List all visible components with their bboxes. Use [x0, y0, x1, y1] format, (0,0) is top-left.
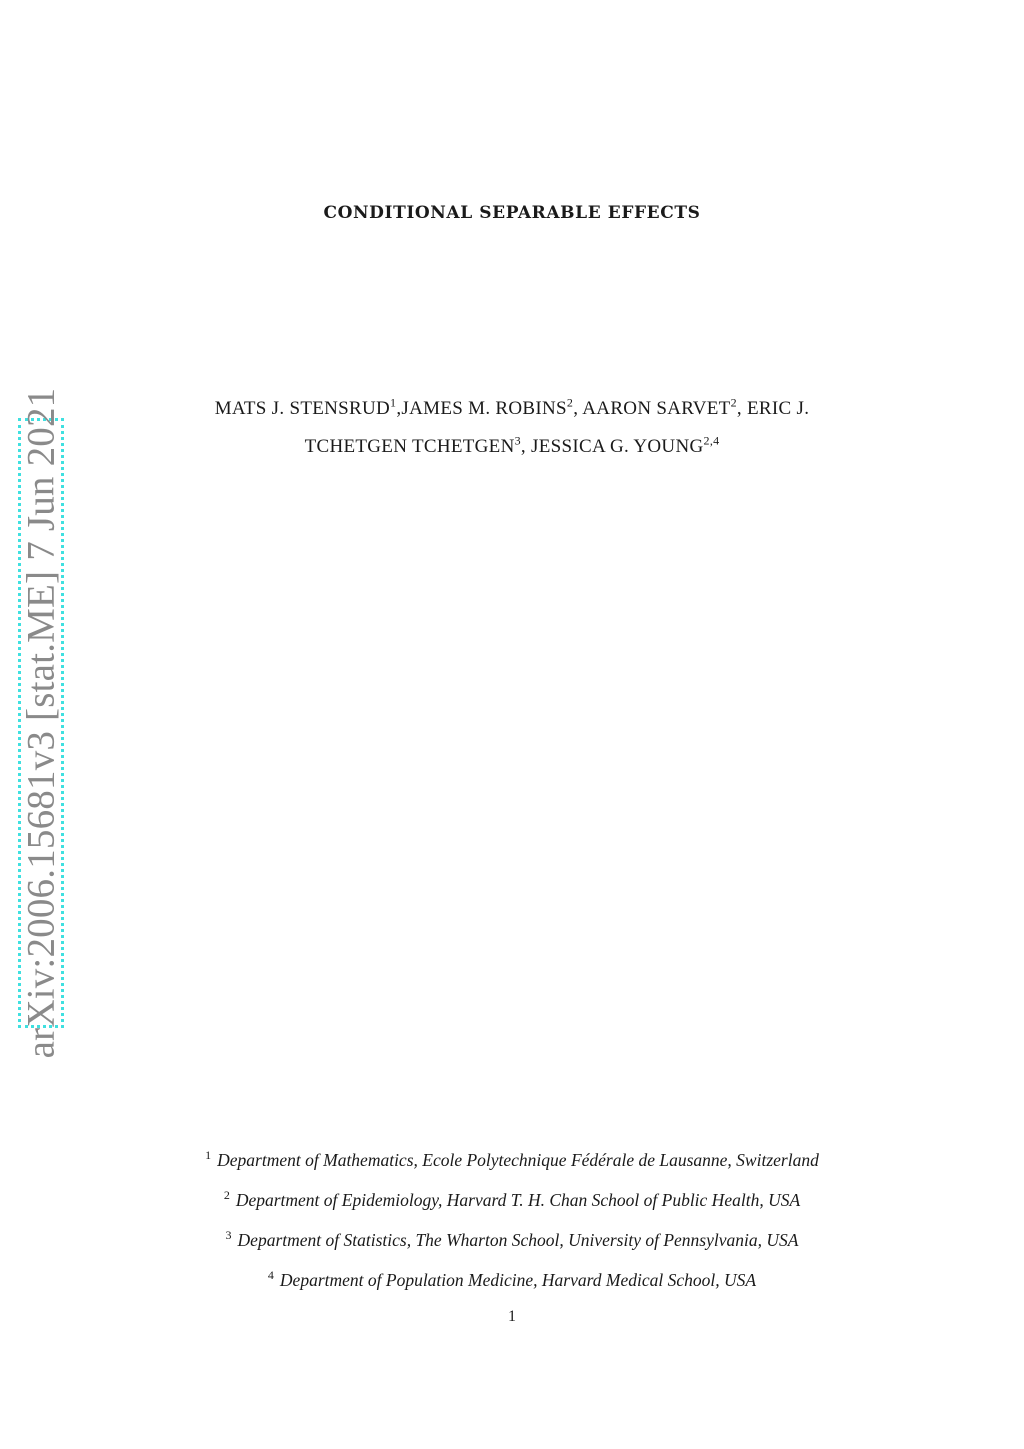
- author-affil-mark: 3: [514, 433, 521, 448]
- author-affil-mark: 2: [566, 395, 574, 410]
- affiliation-item: [0, 1141, 1024, 1181]
- arxiv-identifier: arXiv:2006.15681v3 [stat.ME] 7 Jun 2021: [19, 387, 63, 1059]
- author-name: TCHETGEN TCHETGEN: [304, 436, 515, 457]
- author-name: ,JAMES M. ROBINS: [396, 398, 567, 419]
- author-name: , ERIC J.: [736, 398, 810, 419]
- affiliation-item: [0, 1221, 1024, 1261]
- affiliation-text: Department of Epidemiology, Harvard T. H. Chan School of Public Health, USA: [235, 1189, 801, 1210]
- affiliation-number: 2: [223, 1188, 230, 1202]
- affiliation-text: Department of Population Medicine, Harvard Medical School, USA: [279, 1269, 757, 1290]
- affiliation-text: Department of Mathematics, Ecole Polytechnique Fédérale de Lausanne, Switzerland: [217, 1149, 819, 1170]
- author-list: [0, 390, 1024, 466]
- author-name: , AARON SARVET: [573, 398, 731, 419]
- author-line-2: [0, 428, 1024, 466]
- author-name: MATS J. STENSRUD: [214, 398, 391, 419]
- author-line-1: [0, 390, 1024, 428]
- affiliation-item: [0, 1261, 1024, 1301]
- page-number: 1: [508, 1308, 516, 1325]
- affiliation-number: 4: [267, 1268, 274, 1282]
- affiliation-number: 1: [205, 1148, 212, 1162]
- affiliation-number: 3: [225, 1228, 232, 1242]
- affiliation-item: [0, 1181, 1024, 1221]
- author-affil-mark: 2,4: [703, 433, 720, 448]
- affiliation-list: [0, 1141, 1024, 1301]
- affiliation-text: Department of Statistics, The Wharton School, University of Pennsylvania, USA: [237, 1229, 799, 1250]
- author-affil-mark: 1: [390, 395, 397, 410]
- paper-title: CONDITIONAL SEPARABLE EFFECTS: [323, 203, 701, 223]
- author-name: , JESSICA G. YOUNG: [520, 436, 704, 457]
- author-affil-mark: 2: [730, 395, 737, 410]
